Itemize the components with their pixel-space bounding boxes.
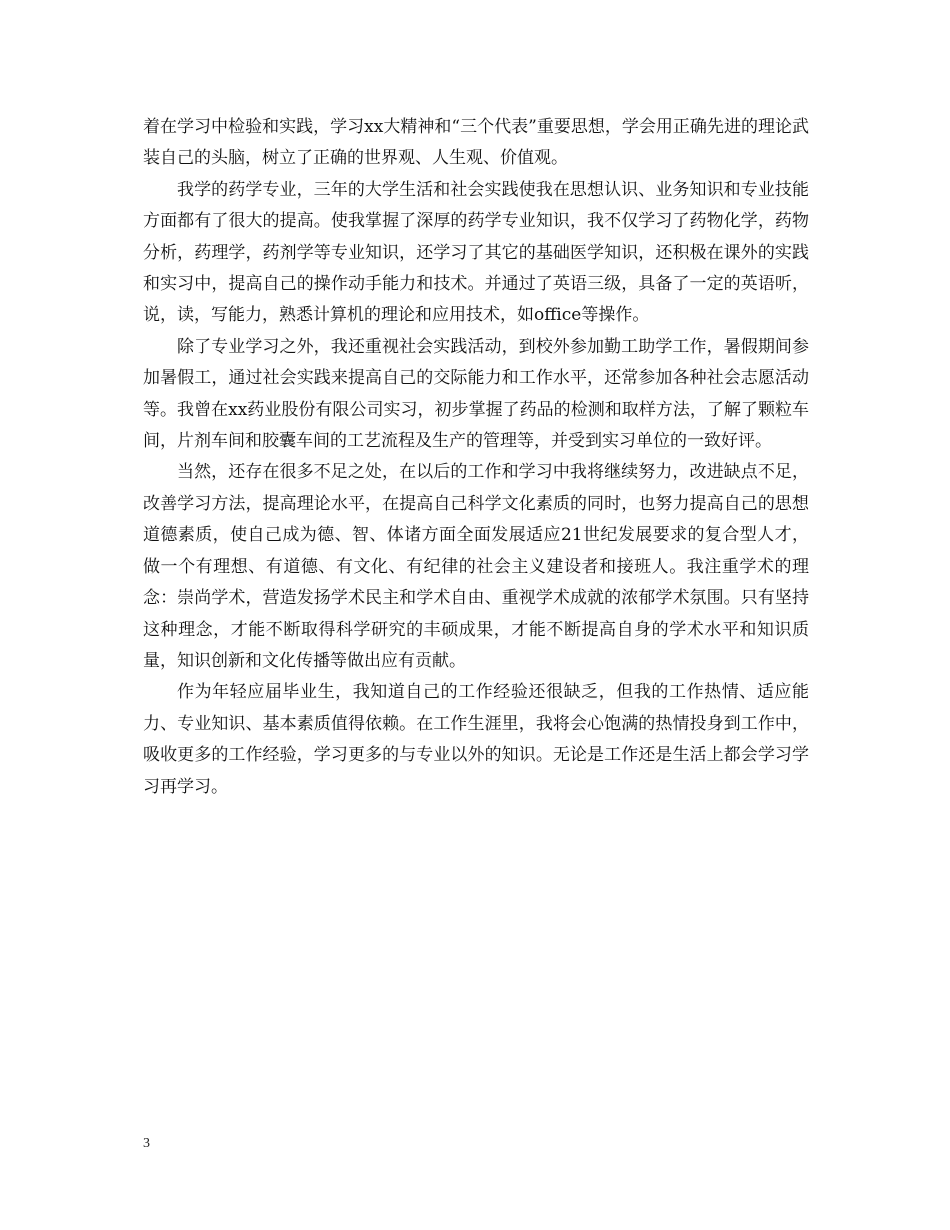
paragraph-1: 着在学习中检验和实践，学习xx大精神和“三个代表”重要思想，学会用正确先进的理论武装自己的头脑，树立了正确的世界观、人生观、价值观。 [143,117,809,169]
document-body [143,112,809,803]
paragraph-3: 除了专业学习之外，我还重视社会实践活动，到校外参加勤工助学工作，暑假期间参加暑假工，通过社会实践来提高自己的交际能力和工作水平，还常参加各种社会志愿活动等。我曾在xx药业股份有限公司实习，初步掌握了药品的检测和取样方法，了解了颗粒车间，片剂车间和胶囊车间的工艺流程及生产的管理等，并受到实习单位的一致好评。 [143,336,809,452]
paragraph-5: 作为年轻应届毕业生，我知道自己的工作经验还很缺乏，但我的工作热情、适应能力、专业知识、基本素质值得依赖。在工作生涯里，我将会心饱满的热情投身到工作中，吸收更多的工作经验，学习更多的与专业以外的知识。无论是工作还是生活上都会学习学习再学习。 [143,682,809,797]
page-number: 3 [143,1136,150,1151]
paragraph-4: 当然，还存在很多不足之处，在以后的工作和学习中我将继续努力，改进缺点不足，改善学习方法，提高理论水平，在提高自己科学文化素质的同时，也努力提高自己的思想道德素质，使自己成为德、智、体诸方面全面发展适应21世纪发展要求的复合型人才，做一个有理想、有道德、有文化、有纪律的社会主义建设者和接班人。我注重学术的理念：崇尚学术，营造发扬学术民主和学术自由、重视学术成就的浓郁学术氛围。只有坚持这种理念，才能不断取得科学研究的丰硕成果，才能不断提高自身的学术水平和知识质量，知识创新和文化传播等做出应有贡献。 [143,462,809,671]
paragraph-2: 我学的药学专业，三年的大学生活和社会实践使我在思想认识、业务知识和专业技能方面都有了很大的提高。使我掌握了深厚的药学专业知识，我不仅学习了药物化学，药物分析，药理学，药剂学等专业知识，还学习了其它的基础医学知识，还积极在课外的实践和实习中，提高自己的操作动手能力和技术。并通过了英语三级，具备了一定的英语听，说，读，写能力，熟悉计算机的理论和应用技术，如office等操作。 [143,179,809,326]
